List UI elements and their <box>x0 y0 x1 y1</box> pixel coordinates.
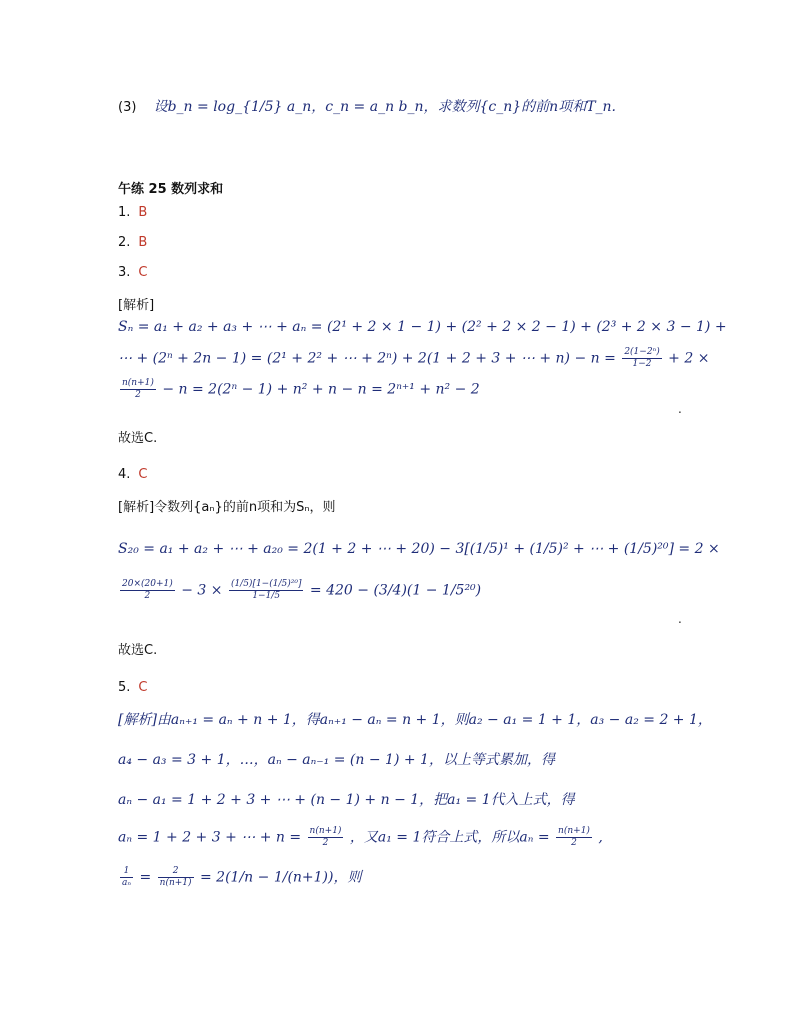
answer-item-2 <box>118 235 147 250</box>
solution-5-line-2: a₄ − a₃ = 3 + 1，…，aₙ − aₙ₋₁ = (n − 1) + 1，以上等式累加，得 <box>118 752 555 768</box>
solution-3-line-3 <box>118 378 480 401</box>
formula-text: = <box>139 869 152 886</box>
fraction: $\frac{2}{n(n+1)}$ <box>159 866 192 888</box>
conclusion-3: 故选C. <box>118 431 158 446</box>
question-3 <box>118 96 616 116</box>
fraction: $\frac{\text{(1/5)[1−(1/5)²⁰]}}{1-1/5}$ <box>230 579 302 601</box>
formula-text: ⋯ + (2ⁿ + 2n − 1) = (2¹ + 2² + ⋯ + 2ⁿ) + 2(1 + 2 + 3 + ⋯ + n) − n = <box>118 350 616 367</box>
answer-item-number: 5. <box>118 680 131 695</box>
question-3-number: (3) <box>118 100 137 115</box>
fraction: $\frac{1}{\text{aₙ}}$ <box>122 866 132 888</box>
answer-item-1 <box>118 205 147 220</box>
solution-5-line-4 <box>118 826 603 849</box>
fraction: $\frac{20\times(20+1)}{2}$ <box>122 579 173 601</box>
solution-4-line-2 <box>118 579 481 602</box>
answer-item-number: 2. <box>118 235 131 250</box>
answer-item-4 <box>118 467 147 482</box>
formula-text: , <box>598 829 603 846</box>
solution-label-3: [解析] <box>118 298 155 313</box>
answer-choice: B <box>138 235 148 250</box>
formula-text: + 2 × <box>668 350 710 367</box>
fraction: $\frac{n(n+1)}{2}$ <box>558 826 590 848</box>
formula-text: = 420 − (3/4)(1 − 1/5²⁰) <box>309 582 482 599</box>
answer-item-number: 3. <box>118 265 131 280</box>
answer-choice: B <box>138 205 148 220</box>
fraction: $\frac{n(n+1)}{2}$ <box>122 378 154 400</box>
solution-3-line-2 <box>118 347 709 370</box>
answer-item-3 <box>118 265 147 280</box>
answer-item-number: 1. <box>118 205 131 220</box>
period-mark: . <box>678 612 682 626</box>
solution-4-intro: [解析]令数列{aₙ}的前n项和为Sₙ，则 <box>118 500 336 515</box>
fraction: $\frac{n(n+1)}{2}$ <box>309 826 342 848</box>
answer-choice: C <box>138 680 148 695</box>
formula-text: ，又a₁ = 1符合上式，所以aₙ = <box>349 829 550 846</box>
solution-5-line-1: [解析]由aₙ₊₁ = aₙ + n + 1，得aₙ₊₁ − aₙ = n + 1，则a₂ − a₁ = 1 + 1，a₃ − a₂ = 2 + 1， <box>118 712 712 728</box>
solution-5-line-5 <box>118 866 362 889</box>
answer-choice: C <box>138 265 148 280</box>
formula-text: − n = 2(2ⁿ − 1) + n² + n − n = 2ⁿ⁺¹ + n² − 2 <box>162 381 480 398</box>
answer-item-5 <box>118 680 147 695</box>
answer-item-number: 4. <box>118 467 131 482</box>
formula-text: aₙ = 1 + 2 + 3 + ⋯ + n = <box>118 829 302 846</box>
answer-choice: C <box>138 467 148 482</box>
section-title: 午练 25 数列求和 <box>118 182 224 197</box>
solution-4-line-1: S₂₀ = a₁ + a₂ + ⋯ + a₂₀ = 2(1 + 2 + ⋯ + 20) − 3[(1/5)¹ + (1/5)² + ⋯ + (1/5)²⁰] = 2 × <box>118 541 720 557</box>
fraction: $\frac{\text{2(1−2ⁿ)}}{1-2}$ <box>624 347 660 369</box>
question-3-text: 设b_n = log_{1/5} a_n，c_n = a_n b_n，求数列{c_n}的前n项和T_n. <box>153 99 617 115</box>
period-mark: . <box>678 402 682 416</box>
solution-3-line-1: Sₙ = a₁ + a₂ + a₃ + ⋯ + aₙ = (2¹ + 2 × 1 − 1) + (2² + 2 × 2 − 1) + (2³ + 2 × 3 − 1) + <box>118 319 727 335</box>
formula-text: = 2(1/n − 1/(n+1))，则 <box>200 869 362 886</box>
conclusion-4: 故选C. <box>118 643 158 658</box>
formula-text: − 3 × <box>181 582 223 599</box>
solution-5-line-3: aₙ − a₁ = 1 + 2 + 3 + ⋯ + (n − 1) + n − 1，把a₁ = 1代入上式，得 <box>118 792 575 808</box>
